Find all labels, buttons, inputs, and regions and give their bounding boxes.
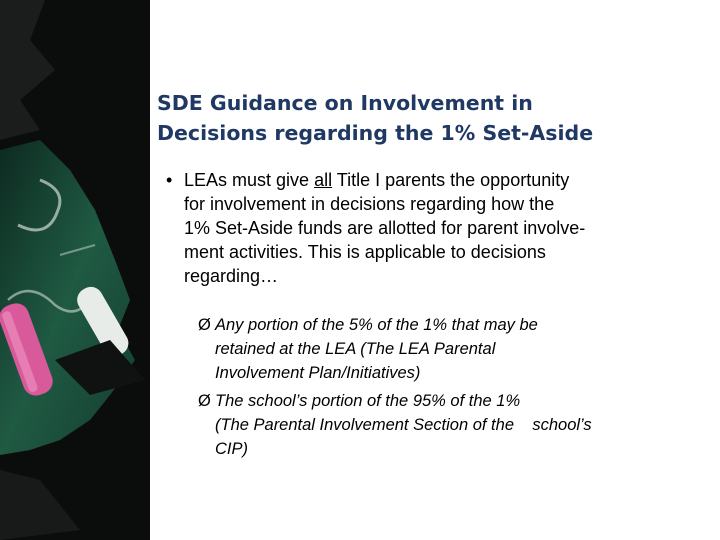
slide-title — [157, 88, 697, 148]
bullet-line-2: for involvement in decisions regarding how the — [184, 194, 555, 214]
slide-title-line-2: Decisions regarding the 1% Set-Aside — [157, 121, 594, 145]
sub-bullet-2-line-2: (The Parental Involvement Section of the school’s — [215, 416, 592, 434]
sub-bullet-1-line-2: retained at the LEA (The LEA Parental — [215, 340, 496, 358]
bullet-line-4: ment activities. This is applicable to decisions — [184, 242, 546, 262]
bullet-line-1-underlined: all — [314, 170, 333, 190]
chalkboard-decoration — [0, 0, 150, 540]
bullet-line-1-start: LEAs must give — [184, 170, 315, 190]
bullet-line-1 — [184, 168, 569, 192]
arrow-bullet-icon: Ø — [198, 392, 211, 410]
bullet-line-5: regarding… — [184, 266, 279, 286]
bullet-line-1-end: Title I parents the opportunity — [332, 170, 570, 190]
sub-bullet-1-line-3: Involvement Plan/Initiatives) — [215, 364, 421, 382]
arrow-bullet-icon: Ø — [198, 316, 211, 334]
bullet-marker: • — [166, 170, 173, 190]
chalkboard-illustration — [0, 0, 150, 540]
bullet-line-3: 1% Set-Aside funds are allotted for parent involve- — [184, 218, 586, 238]
sub-bullet-2-line-1: The school’s portion of the 95% of the 1% — [215, 392, 521, 410]
sub-bullet-2-line-3: CIP) — [215, 440, 248, 458]
sub-bullet-1-line-1: Any portion of the 5% of the 1% that may be — [215, 316, 538, 334]
slide-title-line-1: SDE Guidance on Involvement in — [157, 91, 533, 115]
